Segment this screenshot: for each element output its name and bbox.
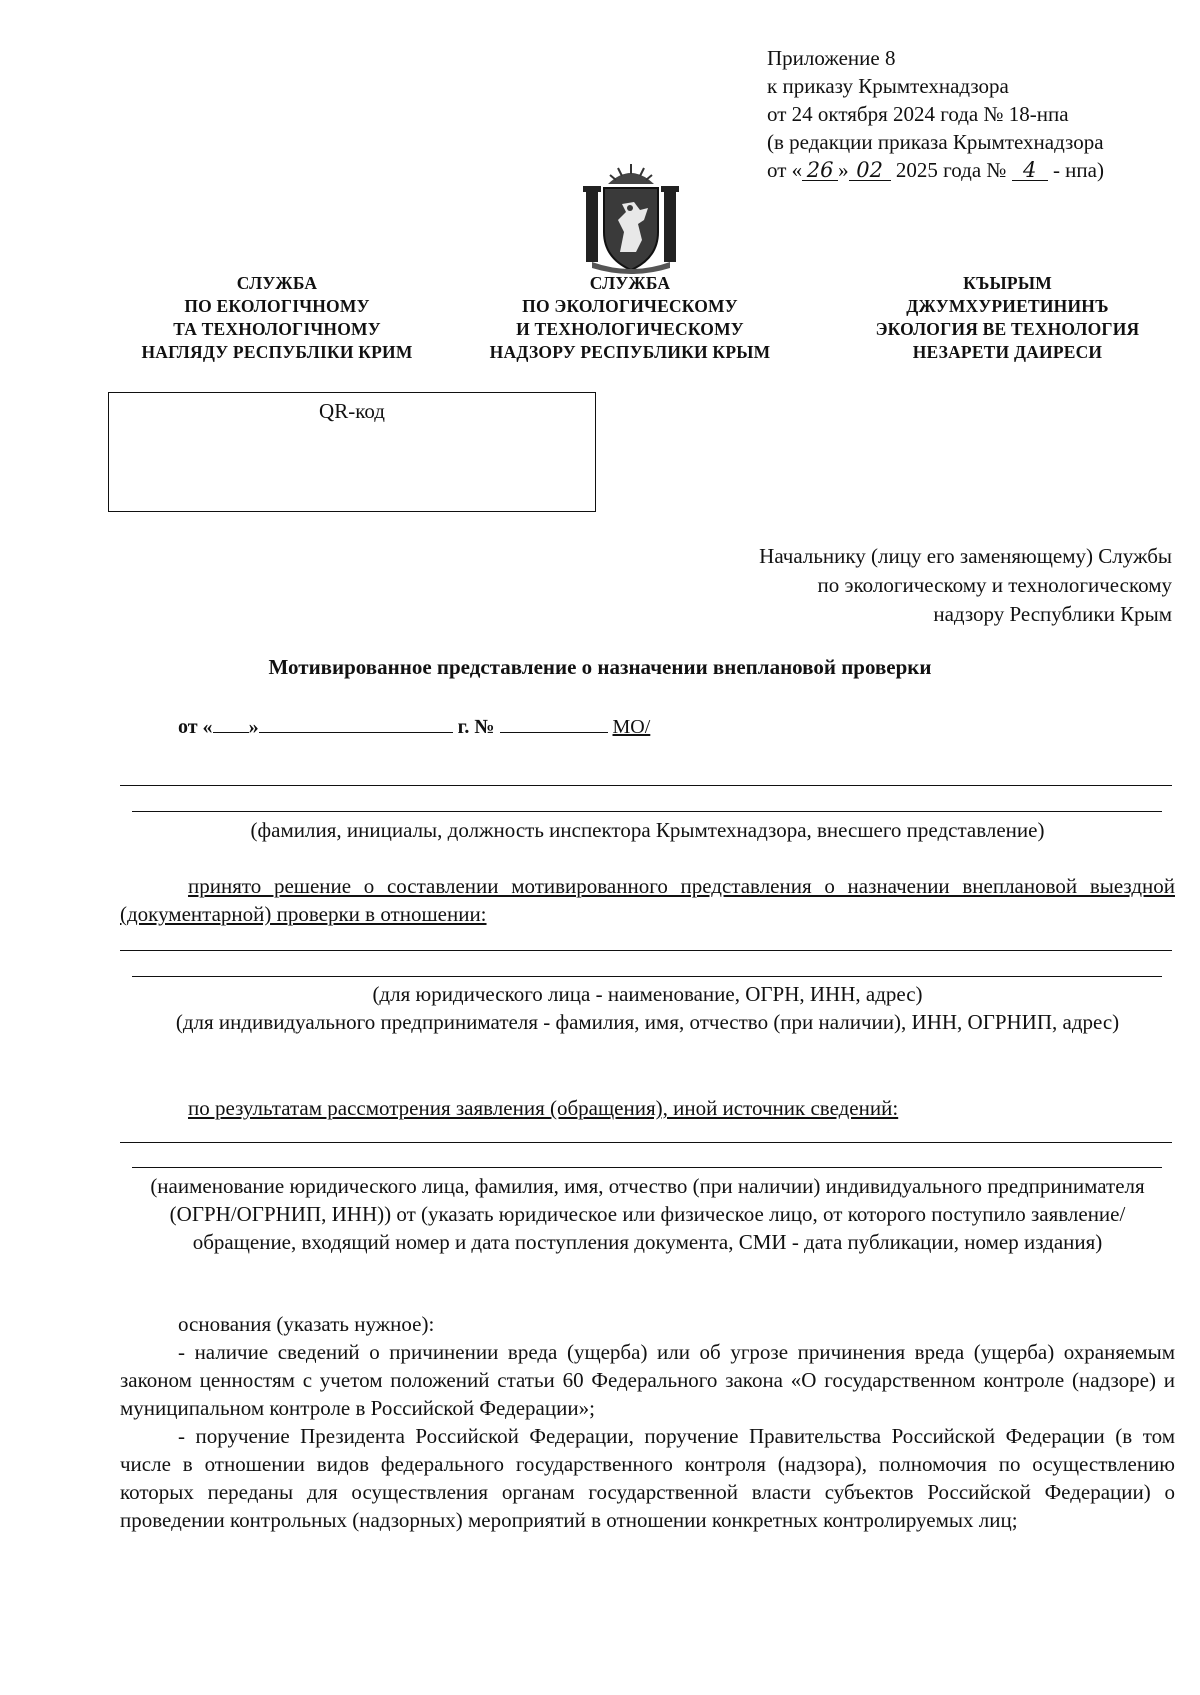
inspector-caption: (фамилия, инициалы, должность инспектора Крымтехнадзора, внесшего представление)	[250, 818, 1045, 842]
source-caption: (наименование юридического лица, фамилия, имя, отчество (при наличии) индивидуального предпринимателя (ОГРН/ОГРНИП, ИНН)) от (указать юридическое или физическое лицо, от которого поступило заявление/обращение, входящий номер и дата поступления документа, СМИ - дата публикации, номер издания)	[150, 1174, 1145, 1254]
grounds-item: - поручение Президента Российской Федерации, поручение Правительства Российской Федерации (в том числе в отношении видов федерального государственного контроля (надзора), полномочия по осуществлению которых переданы для осуществления органам государственной власти субъектов Российской Федерации) о проведении контрольных (надзорных) мероприятий в отношении конкретных контролируемых лиц;	[120, 1424, 1175, 1532]
agency-name-russian: СЛУЖБА ПО ЭКОЛОГИЧЕСКОМУ И ТЕХНОЛОГИЧЕСКОМУ НАДЗОРУ РЕСПУБЛИКИ КРЫМ	[489, 273, 771, 362]
grounds-item: - наличие сведений о причинении вреда (ущерба) или об угрозе причинения вреда (ущерба) охраняемым законом ценностям с учетом положений статьи 60 Федерального закона «О государственном контроле (надзоре) и муниципальном контроле в Российской Федерации»;	[120, 1340, 1175, 1420]
number-field[interactable]	[500, 714, 608, 733]
agency-name-ukrainian: СЛУЖБА ПО ЕКОЛОГІЧНОМУ ТА ТЕХНОЛОГІЧНОМУ НАГЛЯДУ РЕСПУБЛІКИ КРИМ	[141, 273, 413, 362]
agency-name-crimean-tatar: КЪЫРЫМ ДЖУМХУРИЕТИНИНЪ ЭКОЛОГИЯ ВЕ ТЕХНОЛОГИЯ НЕЗАРЕТИ ДАИРЕСИ	[875, 273, 1140, 362]
source-field-line[interactable]	[132, 1167, 1162, 1168]
crimea-coat-of-arms-icon	[578, 162, 684, 276]
number-suffix: МО/	[612, 716, 651, 738]
inspector-field-line[interactable]	[132, 811, 1162, 812]
appendix-line: (в редакции приказа Крымтехнадзора	[767, 130, 1104, 154]
subject-field-line[interactable]	[120, 950, 1172, 951]
appendix-header	[767, 44, 1187, 184]
source-paragraph: по результатам рассмотрения заявления (обращения), иной источник сведений:	[188, 1096, 899, 1120]
qr-code-label: QR-код	[319, 399, 385, 423]
addressee-line: надзору Республики Крым	[933, 602, 1172, 626]
decision-paragraph: принято решение о составлении мотивированного представления о назначении внеплановой выездной (документарной) проверки в отношении:	[120, 874, 1175, 926]
appendix-line-amendment: от « 26 » 02 2025 года № 4 - нпа)	[767, 158, 1104, 182]
addressee-line: Начальнику (лицу его заменяющему) Службы	[759, 544, 1172, 568]
date-number-line: от « » г. № МО/	[178, 716, 651, 738]
handwritten-number: 4	[1012, 160, 1048, 181]
grounds-heading: основания (указать нужное):	[178, 1312, 435, 1336]
qr-code-box	[108, 392, 596, 512]
handwritten-day: 26	[802, 160, 838, 181]
appendix-line: от 24 октября 2024 года № 18-нпа	[767, 102, 1069, 126]
handwritten-month: 02	[849, 160, 891, 181]
inspector-field-line[interactable]	[120, 785, 1172, 786]
addressee-line: по экологическому и технологическому	[817, 573, 1172, 597]
day-field[interactable]	[213, 714, 249, 733]
document-title: Мотивированное представление о назначении внеплановой проверки	[268, 655, 932, 679]
subject-caption: (для юридического лица - наименование, ОГРН, ИНН, адрес) (для индивидуального предпринимателя - фамилия, имя, отчество (при наличии), ИНН, ОГРНИП, адрес)	[175, 982, 1120, 1034]
subject-field-line[interactable]	[132, 976, 1162, 977]
appendix-line: Приложение 8	[767, 46, 896, 70]
appendix-line: к приказу Крымтехнадзора	[767, 74, 1009, 98]
month-field[interactable]	[259, 714, 453, 733]
addressee-block	[560, 542, 1172, 629]
source-field-line[interactable]	[120, 1142, 1172, 1143]
